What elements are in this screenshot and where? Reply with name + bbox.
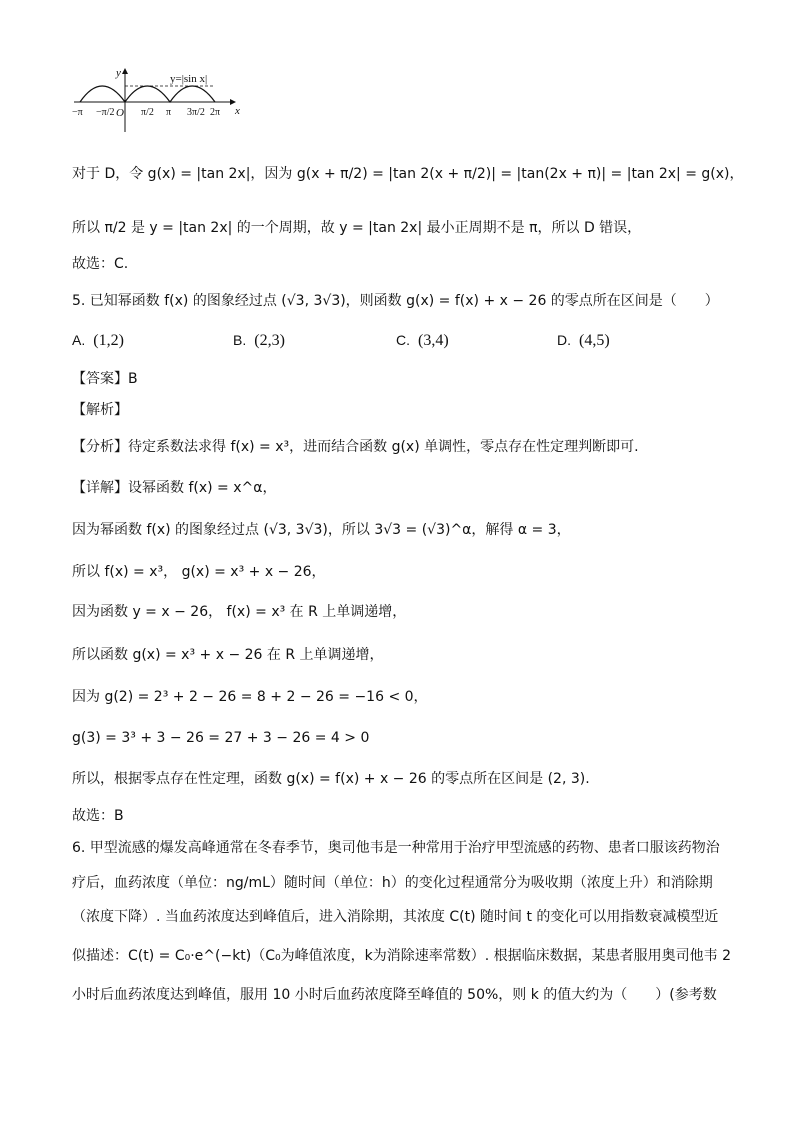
answer-value: B (128, 371, 138, 387)
solution-step: 所以 f(x) = x³， g(x) = x³ + x − 26， (72, 564, 326, 580)
solution-step: 所以，根据零点存在性定理，函数 g(x) = f(x) + x − 26 的零点所在区间是 (2, 3). (72, 771, 590, 787)
d-analysis-line: 对于 D，令 g(x) = |tan 2x|，因为 g(x + π/2) = |tan 2(x + π/2)| = |tan(2x + π)| = |tan 2x| = g(x)， (72, 166, 744, 182)
solution-step: g(3) = 3³ + 3 − 26 = 27 + 3 − 26 = 4 > 0 (72, 730, 370, 746)
graph-x-label: x (235, 105, 240, 117)
answer-tag: 【答案】 (72, 371, 128, 387)
option-value: (4,5) (579, 332, 610, 349)
solution-step: 因为函数 y = x − 26， f(x) = x³ 在 R 上单调递增， (72, 604, 407, 620)
option-label: D. (557, 332, 571, 348)
graph-tick: −π (72, 107, 83, 118)
graph-tick: −π/2 (96, 107, 115, 118)
question-5-stem: 5. 已知幂函数 f(x) 的图象经过点 (√3, 3√3)，则函数 g(x) = f(x) + x − 26 的零点所在区间是（ ） (72, 293, 719, 309)
graph-y-label: y (116, 67, 121, 79)
question-6-line: 疗后，血药浓度（单位：ng/mL）随时间（单位：h）的变化过程通常分为吸收期（浓度上升）和消除期 (72, 875, 713, 891)
graph-tick: 3π/2 (187, 107, 205, 118)
question-6-line: 小时后血药浓度达到峰值，服用 10 小时后血药浓度降至峰值的 50%，则 k 的值大约为（ ）(参考数 (72, 987, 717, 1003)
question-6-line: 6. 甲型流感的爆发高峰通常在冬春季节，奥司他韦是一种常用于治疗甲型流感的药物、患者口服该药物治 (72, 840, 720, 856)
solution-step: 因为 g(2) = 2³ + 2 − 26 = 8 + 2 − 26 = −16 < 0， (72, 689, 428, 705)
option-label: A. (72, 332, 86, 348)
option-value: (1,2) (93, 332, 124, 349)
answer-line (72, 369, 138, 389)
question-6-line: 似描述：C(t) = C₀·e^(−kt)（C₀为峰值浓度，k为消除速率常数）. 根据临床数据，某患者服用奥司他韦 2 (72, 948, 732, 964)
jiexi-tag: 【解析】 (72, 402, 128, 418)
graph-func-label: y=|sin x| (170, 73, 208, 85)
option-label: B. (233, 332, 247, 348)
option-label: C. (396, 332, 410, 348)
graph-tick: 2π (210, 107, 221, 118)
fenxi-tag: 【分析】 (72, 439, 128, 455)
solution-step: 所以函数 g(x) = x³ + x − 26 在 R 上单调递增， (72, 647, 384, 663)
graph-tick: π (166, 107, 172, 118)
option-d (557, 332, 610, 350)
fenxi-text: 待定系数法求得 f(x) = x³，进而结合函数 g(x) 单调性，零点存在性定理判断即可. (128, 439, 639, 455)
graph-origin-label: O (116, 107, 124, 119)
xiangjie-line (72, 478, 276, 498)
choose-c-line: 故选：C. (72, 256, 129, 272)
option-b (233, 332, 285, 350)
solution-step: 因为幂函数 f(x) 的图象经过点 (√3, 3√3)，所以 3√3 = (√3)^α，解得 α = 3， (72, 522, 571, 538)
question-6-line: （浓度下降）. 当血药浓度达到峰值后，进入消除期，其浓度 C(t) 随时间 t 的变化可以用指数衰减模型近 (72, 909, 719, 925)
fenxi-line (72, 437, 639, 457)
option-value: (3,4) (418, 332, 449, 349)
xiangjie-text: 设幂函数 f(x) = x^α， (128, 480, 277, 496)
sine-abs-graph (70, 66, 250, 136)
choose-b-line: 故选：B (72, 808, 124, 824)
option-a (72, 332, 124, 350)
option-c (396, 332, 449, 350)
graph-tick: π/2 (141, 107, 154, 118)
option-value: (2,3) (254, 332, 285, 349)
d-conclusion-line: 所以 π/2 是 y = |tan 2x| 的一个周期，故 y = |tan 2x| 最小正周期不是 π，所以 D 错误， (72, 220, 642, 236)
xiangjie-tag: 【详解】 (72, 480, 128, 496)
